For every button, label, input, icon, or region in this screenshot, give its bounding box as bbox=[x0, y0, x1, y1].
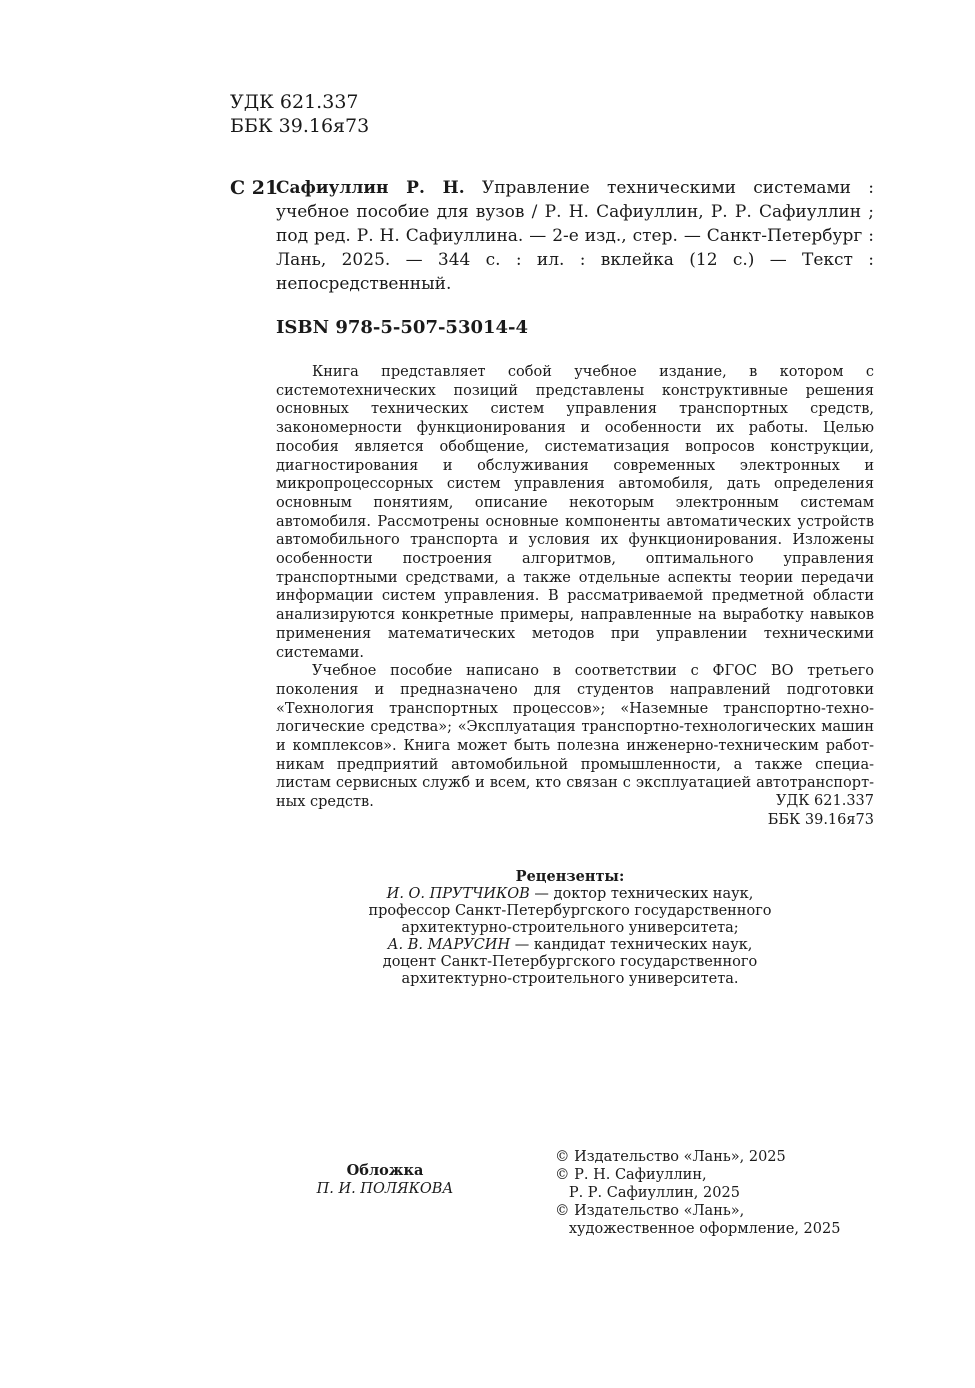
copyright-line: художественное оформление, 2025 bbox=[555, 1221, 841, 1237]
reviewer-2-title: — кандидат технических наук, bbox=[510, 937, 753, 953]
cover-credit bbox=[300, 1162, 470, 1198]
copyright-line: © Р. Н. Сафиуллин, bbox=[555, 1167, 707, 1183]
header-classification-codes bbox=[230, 90, 369, 138]
reviewers-block bbox=[310, 868, 830, 988]
bbk-code: ББК 39.16я73 bbox=[230, 115, 370, 137]
udk-code: УДК 621.337 bbox=[775, 793, 874, 809]
copyright-line: Р. Р. Сафиуллин, 2025 bbox=[555, 1185, 740, 1201]
copyright-block bbox=[555, 1148, 840, 1238]
copyright-line: © Издательство «Лань», bbox=[555, 1203, 745, 1219]
reviewers-heading: Рецензенты: bbox=[515, 868, 625, 885]
footer-classification-codes bbox=[768, 792, 874, 829]
copyright-line: © Издательство «Лань», 2025 bbox=[555, 1149, 786, 1165]
udk-code: УДК 621.337 bbox=[230, 91, 359, 113]
bibliographic-description bbox=[276, 176, 874, 296]
reviewer-2-affiliation: архитектурно-строительного университета. bbox=[401, 971, 739, 987]
annotation bbox=[276, 363, 874, 812]
description-text: Управление техническими системами : учебное пособие для вузов / Р. Н. Сафиуллин, Р. Р. Сафиуллин ; под ред. Р. Н. Сафиуллина. — 2-е изд., стер. — Санкт-Петербург : Лань, 2025. — 344 с. : ил. : вклейка (12 с.) — Текст : непосредственный. bbox=[276, 178, 874, 294]
reviewer-1-title: — доктор технических наук, bbox=[529, 886, 754, 902]
annotation-paragraph: Учебное пособие написано в соответствии с ФГОС ВО третьего поколения и предназначено для студентов направлений подготовки «Технология транспортных процессов»; «Наземные транспортно-техно-логические средства»; «Эксплуатация транспортно-технологических машин и комплексов». Книга может быть полезна инженерно-техническим работ-никам предприятий автомобильной промышленности, а также специа-листам сервисных служб и всем, кто связан с эксплуатацией автотранспорт-ных средств. bbox=[276, 663, 874, 811]
annotation-paragraph: Книга представляет собой учебное издание, в котором с системотехнических позиций представлены конструктивные решения основных технических систем управления транспортных средств, закономерности функционирования и особенности их работы. Целью пособия является обобщение, систематизация вопросов конструкции, диагностирования и обслуживания современных электронных и микропроцессорных систем управления автомобиля, дать определения основным понятиям, описание некоторым электронным системам автомобиля. Рассмотрены основные компоненты автоматических устройств автомобильного транспорта и условия их функционирования. Изложены особенности построения алгоритмов, оптимального управления транспортными средствами, а также отдельные аспекты теории передачи информации систем управления. В рассматриваемой предметной области анализируются конкретные примеры, направленные на выработку навыков применения математических методов при управлении техническими системами. bbox=[276, 364, 874, 661]
reviewer-1-name: И. О. ПРУТЧИКОВ bbox=[386, 886, 530, 902]
reviewer-2-name: А. В. МАРУСИН bbox=[387, 937, 511, 953]
reviewer-1-position: профессор Санкт-Петербургского государственного bbox=[368, 903, 772, 919]
reviewer-2 bbox=[310, 937, 830, 954]
cover-artist: П. И. ПОЛЯКОВА bbox=[316, 1181, 454, 1197]
reviewer-1-affiliation: архитектурно-строительного университета; bbox=[401, 920, 739, 936]
reviewer-1 bbox=[310, 886, 830, 903]
reviewer-2-position: доцент Санкт-Петербургского государственного bbox=[382, 954, 758, 970]
cutter-number: С 21 bbox=[230, 177, 279, 199]
cover-label: Обложка bbox=[346, 1162, 424, 1179]
author-name: Сафиуллин Р. Н. bbox=[276, 178, 465, 198]
isbn: ISBN 978-5-507-53014-4 bbox=[276, 317, 529, 338]
bbk-code: ББК 39.16я73 bbox=[767, 811, 874, 828]
